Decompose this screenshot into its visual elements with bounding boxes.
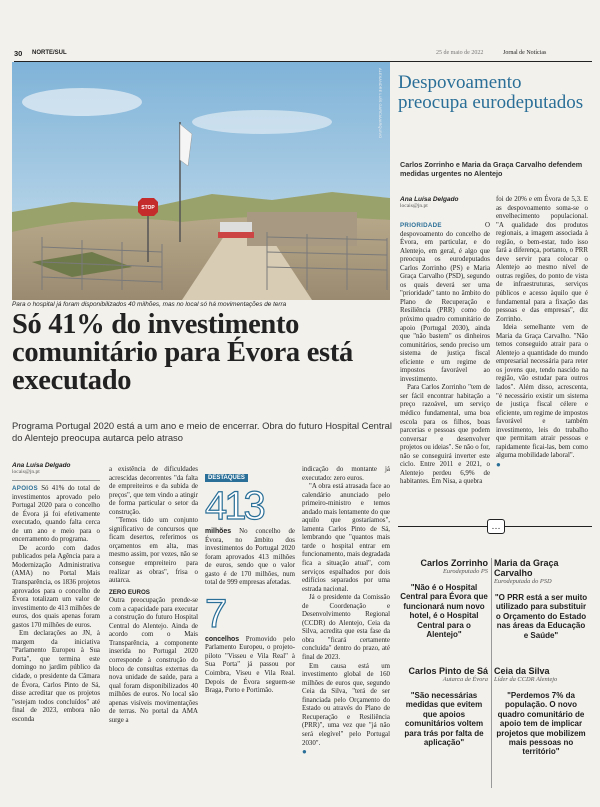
highlights-box <box>205 466 295 696</box>
quote-name: Carlos Zorrinho <box>420 558 488 568</box>
paragraph: Já o presidente da Comissão de Coordenação e Desenvolvimento Regional (CCDR) do Alentejo, Ceia da Silva, acredita que esta fase da obra "ficará certamente concluída" dentro do prazo, até final de 2023. <box>302 594 390 662</box>
subheading: ZERO EUROS <box>109 588 150 596</box>
highlights-label: DESTAQUES <box>205 474 248 482</box>
quote-text: "Não é o Hospital Central para Évora que funcionará num novo hotel, é o Hospital Central para o Alentejo" <box>400 583 488 640</box>
quote-text: "Perdemos 7% da população. O novo quadro comunitário de apoio tem de implicar projetos que mobilizem mais pessoas no território" <box>496 691 586 757</box>
side-standfirst: Carlos Zorrinho e Maria da Graça Carvalho defendem medidas urgentes no Alentejo <box>400 160 583 178</box>
quote-name: Carlos Pinto de Sá <box>408 666 488 676</box>
paragraph-text: O despovoamento do concelho de Évora, em particular, e do Alentejo, em geral, é algo que preocupa os eurodeputados Carlos Zorrinho (PS) e Maria Graça Carvalho (PSD), segundo os quais deverá ser uma "prioridade" tanto no âmbito do Plano de Recuperação e Resiliência (PRR) como do próximo quadro comunitário de apoio (Portugal 2030), ainda que "não bastem" os dinheiros comunitários, sendo preciso um sistema de justiça fiscal eficiente e um regime de impostos favorável ao investimento. <box>400 222 490 383</box>
article-photo <box>12 62 390 300</box>
speech-bubble-icon: … <box>487 519 505 534</box>
section-name: NORTE/SUL <box>32 50 67 56</box>
side-column-1 <box>400 222 490 487</box>
main-standfirst: Programa Portugal 2020 está a um ano e meio de encerrar. Obra do futuro Hospital Central do Alentejo preocupa autarca pelo atraso <box>12 420 392 443</box>
kicker: APOIOS <box>12 485 38 492</box>
side-byline <box>400 196 490 209</box>
quote-text: "O PRR está a ser muito utilizado para substituir o Orçamento do Estado nas áreas da Educação e Saúde" <box>494 593 588 640</box>
highlight-body-2: Promovido pelo Parlamento Europeu, o projeto-piloto "Visseu e Vila Real" à Sua Porta" já passou por Coimbra, Viseu e Vila Real. Depois de Évora seguem-se Braga, Porto e Portimão. <box>205 635 295 695</box>
quote-block-4 <box>494 666 588 757</box>
quotes-divider <box>491 558 492 788</box>
paragraph: Em causa está um investimento global de 160 milhões de euros que, segundo Ceia da Silva, "terá de ser financiada pelo Orçamento do Estado ou através do Plano de Recuperação e Resiliência (PRR)", uma vez que "já não será elegível" pelo Portugal 2030". <box>302 662 390 747</box>
main-column-4 <box>302 466 390 758</box>
author-email[interactable]: locais@jn.pt <box>400 203 428 209</box>
quote-role: Eurodeputado PS <box>442 568 488 575</box>
highlight-text-2 <box>205 636 295 696</box>
main-byline <box>12 462 100 475</box>
author-name: Ana Luísa Delgado <box>12 462 71 469</box>
paragraph: foi de 20% e em Évora de 5,3. E as despovoamento soma-se o envelhecimento populacional. "A qualidade dos produtos regionais, a imagem associada à região, o bem-estar, tudo isso fará a diferença, portanto, o PRR deve servir para colocar o Alentejo ao mesmo nível de outras regiões, do ponto de vista de infraestruturas, serviços públicos e acesso àquilo que é fundamental para a fixação das pessoas e das empresas", diz Zorrinho. <box>496 196 588 323</box>
publication-name: Jornal de Notícias <box>503 50 547 56</box>
paragraph: indicação do montante já executado: zero euros. <box>302 466 390 482</box>
paragraph: Em declarações ao JN, à margem da iniciativa "Parlamento Europeu à Sua Porta", que termina este domingo no jardim público da cidade, o presidente da Câmara de Évora, Carlos Pinto de Sá, disse acreditar que os projetos "estejam todos concluídos" até final de 2023, embora não esconda <box>12 630 100 723</box>
highlight-body-1: No concelho de Évora, no âmbito dos investimentos do Portugal 2020 foram aprovados 413 milhões de euros, sendo que o valor gasto é de 170 milhões, num total de 999 empresas afetadas. <box>205 528 295 587</box>
end-mark: ● <box>302 747 307 757</box>
paragraph: "Temos tido um conjunto significativo de concursos que ficam desertos, referimos os orçamentos em alta, mas mesmo assim, por vezes, não se consegue empreiteiro para realizar as obras", frisa o autarca. <box>109 517 198 585</box>
main-column-1 <box>12 485 100 724</box>
paragraph: Ideia semelhante vem de Maria da Graça Carvalho. "Não temos conseguido atrair para o Alentejo a quantidade do mundo empresarial necessária para reter os jovens que, tendo nascido na região, vão estudar para outros lados". Além disso, acrescenta, "é necessário existir um sistema de justiça fiscal célere e eficiente, um regime de impostos favorável e também investimento, leis do trabalho que permitam atrair pessoas e rapidamente ficai-las, bem como alguma mobilidade laboral". <box>496 324 588 460</box>
quote-name: Ceia da Silva <box>494 666 550 676</box>
quote-block-3 <box>400 666 488 747</box>
page-header <box>14 48 592 62</box>
photo-caption: Para o hospital já foram disponibilizados 40 milhões, mas no local só há movimentações de terra <box>12 301 287 308</box>
highlight-number-2: 7 <box>205 591 225 636</box>
paragraph: Para Carlos Zorrinho "tem de ser fácil encontrar habitação a preço razoável, um serviço médico fundamental, uma boa escola para os filhos, boas parcerias e pessoas que podem conversar e desenvolver projetos ou ideias". Se não o for, não se conseguirá inverter este ciclo. Entre 2011 e 2021, o Alentejo perdeu 6,9% de habitantes. Em Nisa, a quebra <box>400 384 490 486</box>
quote-role: Autarca de Évora <box>442 676 488 683</box>
quote-block-2 <box>494 558 588 640</box>
quote-role: Eurodeputada do PSD <box>494 578 552 585</box>
quote-name: Maria da Graça Carvalho <box>494 558 559 578</box>
main-column-2 <box>109 466 198 725</box>
quote-text: "São necessárias medidas que evitem que apoios comunitários voltem para trás por falta de aplicação" <box>404 691 484 748</box>
paragraph <box>400 222 490 384</box>
paragraph <box>12 485 100 545</box>
photo-credit: ALEXANDRE LUÍS GARCIA/ARQUIVO <box>378 68 383 139</box>
quote-block-1 <box>400 558 488 639</box>
construction-site-image <box>12 62 390 300</box>
paragraph: "A obra está atrasada face ao calendário anunciado pelo primeiro-ministro e temos andado mais lentamente do que aquilo que gostaríamos", lamenta Carlos Pinto de Sá, lembrando que "quantos mais tarde o hospital entrar em funcionamento, mais degradada fica a situação atual", com serviços espalhados por dois edifícios separados por uma estrada nacional. <box>302 483 390 593</box>
highlight-text-1 <box>205 528 295 588</box>
paragraph-text: Só 41% do total de investimentos aprovado pelo Portugal 2020 para o concelho de Évora já foi efetivamente executado, quando falta cerca de um ano e meio para o encerramento do programa. <box>12 485 100 544</box>
quote-role: Líder da CCDR Alentejo <box>494 676 558 683</box>
svg-text:STOP: STOP <box>141 205 155 211</box>
author-name: Ana Luísa Delgado <box>400 196 459 203</box>
page-number: 30 <box>14 49 23 58</box>
highlight-strong-1: milhões <box>205 528 232 535</box>
end-mark: ● <box>496 459 501 469</box>
paragraph: Outra preocupação prende-se com a capacidade para executar a construção do futuro Hospital Central do Alentejo. Ainda de acordo com o Mais Transparência, a componente inserida no Portugal 2020 corresponde à construção do bloco de consultas externas da nova unidade de saúde, para a qual foram disponibilizados 40 milhões de euros. No local são apenas visíveis movimentações de terras. No portal da AMA surge a <box>109 597 198 724</box>
paragraph: a existência de dificuldades acrescidas decorrentes "da falta de empreiteiros e da subida de preços", que tem vindo a atingir de forma particular o setor da construção. <box>109 466 198 516</box>
main-headline: Só 41% do investimento comunitário para Évora está executado <box>12 309 353 396</box>
kicker: PRIORIDADE <box>400 222 442 229</box>
highlight-number-1: 413 <box>205 484 263 528</box>
paragraph: De acordo com dados publicados pela Agência para a Modernização Administrativa (AMA) no Portal Mais Transparência, os 1836 projetos aprovados para o concelho de Évora totalizam um valor de investimento de 413 milhões de euros, dos quais apenas foram gastos 170 milhões de euros. <box>12 544 100 629</box>
byline-rule <box>12 480 100 481</box>
author-email[interactable]: locais@jn.pt <box>12 469 40 475</box>
issue-date: 25 de maio de 2022 <box>436 50 484 56</box>
side-headline: Despovoamento preocupa eurodeputados <box>398 72 584 113</box>
highlight-strong-2: concelhos <box>205 635 240 643</box>
side-column-2 <box>496 196 588 471</box>
